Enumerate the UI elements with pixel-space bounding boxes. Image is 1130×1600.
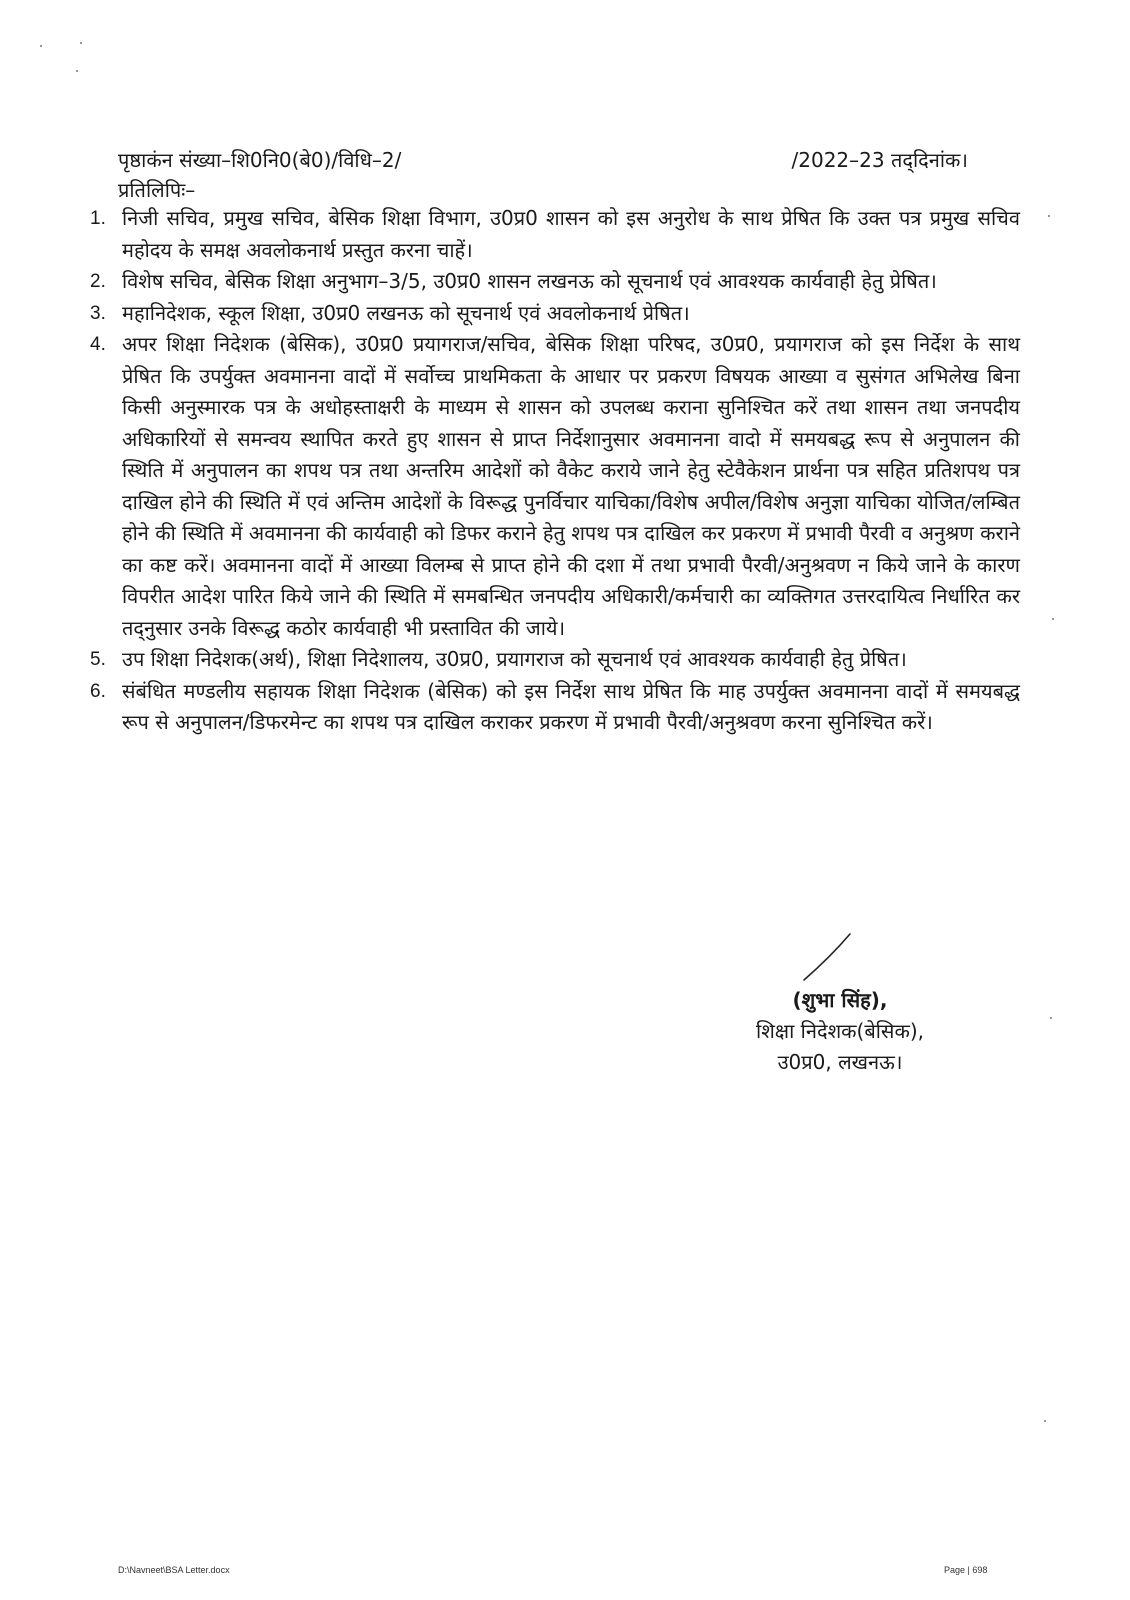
list-item xyxy=(90,644,1020,676)
item-text: संबंधित मण्डलीय सहायक शिक्षा निदेशक (बेसिक) को इस निर्देश साथ प्रेषित कि माह उपर्युक्त अवमानना वादों में समयबद्ध रूप से अनुपालन/डिफरमेन्ट का शपथ पत्र दाखिल कराकर प्रकरण में प्रभावी पैरवी/अनुश्रवण करना सुनिश्चित करें। xyxy=(122,678,1020,734)
scan-speck xyxy=(40,45,42,47)
scan-speck xyxy=(1052,618,1054,620)
reference-number: पृष्ठाकंन संख्या–शि0नि0(बे0)/विधि–2/ xyxy=(118,148,402,172)
signatory-designation: शिक्षा निदेशक(बेसिक), xyxy=(756,1019,924,1043)
item-text: अपर शिक्षा निदेशक (बेसिक), उ0प्र0 प्रयागराज/सचिव, बेसिक शिक्षा परिषद, उ0प्र0, प्रयागराज को इस निर्देश के साथ प्रेषित कि उपर्युक्त अवमानना वादों में सर्वोच्च प्राथमिकता के आधार पर प्रकरण विषयक आख्या व सुसंगत अभिलेख बिना किसी अनुस्मारक पत्र के अधोहस्ताक्षरी के माध्यम से शासन को उपलब्ध कराना सुनिश्चित करें तथा शासन तथा जनपदीय अधिकारियों से समन्वय स्थापित करते हुए शासन से प्राप्त निर्देशानुसार अवमानना वादो में समयबद्ध रूप से अनुपालन की स्थिति में अनुपालन का शपथ पत्र तथा अन्तरिम आदेशों को वैकेट कराये जाने हेतु स्टेवैकेशन प्रार्थना पत्र सहित प्रतिशपथ पत्र दाखिल होने की स्थिति में एवं अन्तिम आदेशों के विरूद्ध पुनर्विचार याचिका/विशेष अपील/विशेष अनुज्ञा याचिका योजित/लम्बित होने की स्थिति में अवमानना की कार्यवाही को डिफर कराने हेतु शपथ पत्र दाखिल कर प्रकरण में प्रभावी पैरवी व अनुश्रण कराने का कष्ट करें। अवमानना वादों में आख्या विलम्ब से प्राप्त होने की दशा में तथा प्रभावी पैरवी/अनुश्रवण न किये जाने के कारण विपरीत आदेश पारित किये जाने की स्थिति में समबन्धित जनपदीय अधिकारी/कर्मचारी का व्यक्तिगत उत्तरदायित्व निर्धारित कर तद्‌नुसार उनके विरूद्ध कठोर कार्यवाही भी प्रस्तावित की जाये। xyxy=(122,332,1020,640)
list-item xyxy=(90,203,1020,266)
item-text: विशेष सचिव, बेसिक शिक्षा अनुभाग–3/5, उ0प्र0 शासन लखनऊ को सूचनार्थ एवं आवश्यक कार्यवाही हेतु प्रेषित। xyxy=(122,269,937,293)
scan-speck xyxy=(76,70,78,72)
list-item xyxy=(90,298,1020,330)
reference-date: /2022–23 तद्‌दिनांक। xyxy=(791,148,968,172)
scan-speck xyxy=(1048,215,1050,217)
signatory-office: उ0प्र0, लखनऊ। xyxy=(777,1050,903,1074)
signatory-name: (शुभा सिंह), xyxy=(792,988,888,1012)
list-item xyxy=(90,329,1020,644)
item-number: 5. xyxy=(90,649,106,670)
recipient-list xyxy=(90,203,1020,739)
item-number: 6. xyxy=(90,680,106,702)
signature-block xyxy=(720,985,960,1078)
item-number: 3. xyxy=(90,302,106,324)
reference-line xyxy=(118,146,968,176)
scan-speck xyxy=(80,42,82,44)
item-text: निजी सचिव, प्रमुख सचिव, बेसिक शिक्षा विभाग, उ0प्र0 शासन को इस अनुरोध के साथ प्रेषित कि उक्त पत्र प्रमुख सचिव महोदय के समक्ष अवलोकनार्थ प्रस्तुत करना चाहें। xyxy=(122,206,1020,262)
footer-page-number: Page | 698 xyxy=(944,1565,988,1575)
list-item xyxy=(90,676,1020,739)
scan-speck xyxy=(1044,1420,1046,1422)
copy-to-heading: प्रतिलिपिः– xyxy=(118,178,196,202)
signature-stroke xyxy=(798,932,854,984)
item-text: महानिदेशक, स्कूल शिक्षा, उ0प्र0 लखनऊ को सूचनार्थ एवं अवलोकनार्थ प्रेषित। xyxy=(122,300,690,325)
item-number: 1. xyxy=(90,208,106,229)
item-text: उप शिक्षा निदेशक(अर्थ), शिक्षा निदेशालय, उ0प्र0, प्रयागराज को सूचनार्थ एवं आवश्यक कार्यवाही हेतु प्रेषित। xyxy=(122,647,907,671)
scan-speck xyxy=(1050,1017,1052,1019)
item-number: 4. xyxy=(90,334,106,355)
footer-file-path: D:\Navneet\BSA Letter.docx xyxy=(118,1565,230,1575)
item-number: 2. xyxy=(90,271,106,292)
list-item xyxy=(90,266,1020,298)
